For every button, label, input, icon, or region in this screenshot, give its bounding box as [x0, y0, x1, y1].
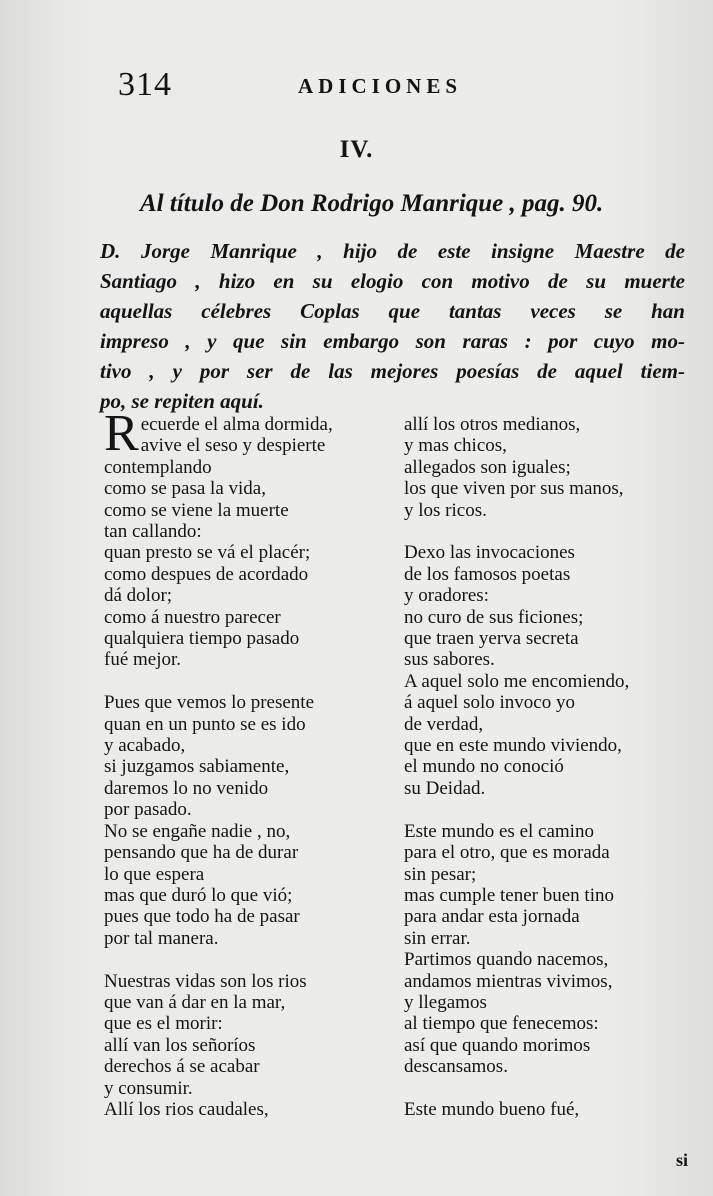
poem-left-column: [104, 405, 384, 1142]
verse-line: daremos lo no venido: [104, 777, 269, 799]
verse-line: y consumir.: [104, 1077, 193, 1099]
intro-line: impreso , y que sin embargo son raras : por cuyo mo-: [100, 329, 685, 353]
page-number: 314: [118, 66, 172, 103]
verse-line: los que viven por sus manos,: [404, 478, 624, 500]
verse-line: para andar esta jornada: [404, 906, 580, 928]
stanza: [404, 821, 684, 1078]
page-header: [118, 66, 518, 106]
verse-line: Este mundo es el camino: [404, 820, 594, 842]
verse-line: sin errar.: [404, 927, 471, 949]
verse-line: descansamos.: [404, 1056, 508, 1078]
verse-line: al tiempo que fenecemos:: [404, 1013, 599, 1035]
verse-line: No se engañe nadie , no,: [104, 820, 291, 842]
drop-cap: R: [104, 405, 139, 462]
intro-line: po, se repiten aquí.: [100, 389, 264, 413]
verse-line: por pasado.: [104, 799, 192, 821]
verse-line: y mas chicos,: [404, 435, 507, 457]
stanza: [404, 414, 684, 521]
verse-line: por tal manera.: [104, 927, 219, 949]
verse-line: que es el morir:: [104, 1013, 223, 1035]
section-number: IV.: [339, 136, 374, 163]
verse-line: allegados son iguales;: [404, 456, 571, 478]
verse-line: allí van los señoríos: [104, 1034, 256, 1056]
verse-line: Nuestras vidas son los rios: [104, 970, 307, 992]
verse-line: que traen yerva secreta: [404, 628, 579, 650]
verse-line: tan callando:: [104, 521, 202, 543]
verse-line: quan presto se vá el placér;: [104, 542, 311, 564]
verse-line: pensando que ha de durar: [104, 842, 299, 864]
verse-line: como á nuestro parecer: [104, 606, 281, 628]
catchword: si: [676, 1150, 689, 1170]
verse-line: que en este mundo viviendo,: [404, 735, 622, 757]
verse-line: como se viene la muerte: [104, 499, 289, 521]
verse-line: el mundo no conoció: [404, 756, 564, 778]
verse-line: Dexo las invocaciones: [404, 542, 575, 564]
verse-line: así que quando morimos: [404, 1034, 591, 1056]
verse-line: avive el seso y despierte: [140, 435, 326, 457]
verse-line: Pues que vemos lo presente: [104, 692, 315, 714]
verse-line: no curo de sus ficiones;: [404, 606, 584, 628]
verse-line: de verdad,: [404, 713, 484, 735]
verse-line: pues que todo ha de pasar: [104, 906, 300, 928]
verse-line: y oradores:: [404, 585, 489, 607]
verse-line: su Deidad.: [404, 777, 486, 799]
verse-line: ecuerde el alma dormida,: [140, 414, 333, 435]
verse-line: mas cumple tener buen tino: [404, 884, 614, 906]
intro-line: tivo , y por ser de las mejores poesías de aquel tiem-: [100, 359, 685, 383]
verse-line: allí los otros medianos,: [404, 414, 581, 435]
verse-line: como despues de acordado: [104, 563, 309, 585]
verse-line: derechos á se acabar: [104, 1056, 260, 1078]
stanza: [104, 692, 384, 949]
verse-line: y los ricos.: [404, 499, 487, 521]
verse-line: lo que espera: [104, 863, 205, 885]
stanza: [404, 542, 684, 799]
verse-line: si juzgamos sabiamente,: [104, 756, 290, 778]
verse-line: para el otro, que es morada: [404, 842, 610, 864]
verse-line: andamos mientras vivimos,: [404, 970, 613, 992]
verse-line: qualquiera tiempo pasado: [104, 628, 300, 650]
verse-line: contemplando: [104, 456, 212, 478]
verse-line: y llegamos: [404, 991, 487, 1013]
running-head: ADICIONES: [298, 74, 463, 98]
verse-line: á aquel solo invoco yo: [404, 692, 575, 714]
verse-line: Partimos quando nacemos,: [404, 949, 609, 971]
verse-line: A aquel solo me encomiendo,: [404, 670, 630, 692]
intro-line: aquellas célebres Coplas que tantas veces se han: [100, 299, 685, 323]
intro-paragraph: [100, 236, 685, 416]
stanza: [104, 971, 384, 1121]
intro-line: Santiago , hizo en su elogio con motivo de su muerte: [100, 269, 685, 293]
stanza: [404, 1099, 684, 1120]
verse-line: que van á dar en la mar,: [104, 991, 286, 1013]
verse-line: como se pasa la vida,: [104, 478, 266, 500]
verse-line: sin pesar;: [404, 863, 477, 885]
verse-line: y acabado,: [104, 735, 186, 757]
verse-line: Este mundo bueno fué,: [404, 1098, 580, 1120]
verse-line: Allí los rios caudales,: [104, 1098, 269, 1120]
verse-line: de los famosos poetas: [404, 563, 571, 585]
intro-line: D. Jorge Manrique , hijo de este insigne Maestre de: [100, 239, 685, 263]
section-subtitle: Al título de Don Rodrigo Manrique , pag. 90.: [140, 190, 604, 217]
verse-line: quan en un punto se es ido: [104, 713, 306, 735]
verse-line: sus sabores.: [404, 649, 495, 671]
verse-line: dá dolor;: [104, 585, 173, 607]
stanza: [104, 405, 384, 671]
verse-line: mas que duró lo que vió;: [104, 884, 293, 906]
poem-right-column: [404, 414, 684, 1142]
verse-line: fué mejor.: [104, 649, 182, 671]
